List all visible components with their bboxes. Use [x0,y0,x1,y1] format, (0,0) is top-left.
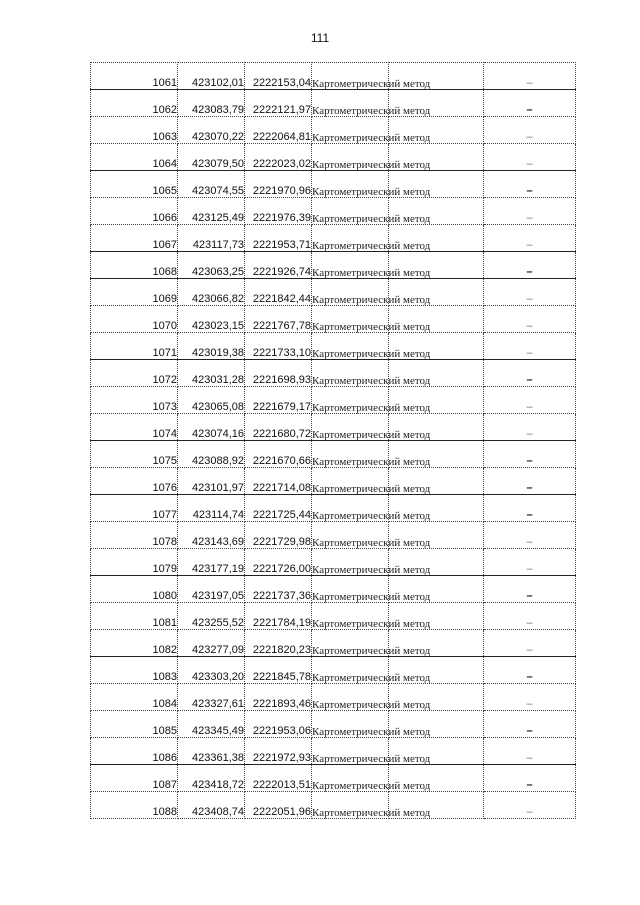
x-coordinate-cell: 423177,19 [178,549,245,576]
x-coordinate-cell: 423361,38 [178,738,245,765]
accuracy-cell: – [484,576,576,603]
accuracy-cell: – [484,495,576,522]
x-coordinate-cell: 423255,52 [178,603,245,630]
x-coordinate-cell: 423197,05 [178,576,245,603]
accuracy-cell: – [484,306,576,333]
accuracy-cell: – [484,738,576,765]
y-coordinate-cell: 2221679,17 [245,387,312,414]
y-coordinate-cell: 2221726,00 [245,549,312,576]
y-coordinate-cell: 2221926,74 [245,252,312,279]
accuracy-cell: – [484,468,576,495]
y-coordinate-cell: 2222013,51 [245,765,312,792]
y-coordinate-cell: 2221725,44 [245,495,312,522]
point-number-cell: 1062 [91,90,178,117]
point-number-cell: 1068 [91,252,178,279]
method-cell: Картометрический метод [312,306,389,333]
table-row [91,792,576,819]
accuracy-cell: – [484,144,576,171]
method-cell: Картометрический метод [312,576,389,603]
coordinates-table [90,62,576,819]
point-number-cell: 1061 [91,63,178,90]
coordinates-table-body [91,63,576,819]
x-coordinate-cell: 423303,20 [178,657,245,684]
accuracy-cell: – [484,792,576,819]
method-cell: Картометрический метод [312,171,389,198]
table-row [91,738,576,765]
accuracy-cell: – [484,522,576,549]
accuracy-cell: – [484,549,576,576]
x-coordinate-cell: 423066,82 [178,279,245,306]
point-number-cell: 1065 [91,171,178,198]
y-coordinate-cell: 2221784,19 [245,603,312,630]
y-coordinate-cell: 2222121,97 [245,90,312,117]
y-coordinate-cell: 2221737,36 [245,576,312,603]
method-cell: Картометрический метод [312,468,389,495]
table-row [91,441,576,468]
table-row [91,657,576,684]
accuracy-cell: – [484,333,576,360]
table-row [91,684,576,711]
method-cell: Картометрический метод [312,549,389,576]
table-row [91,765,576,792]
y-coordinate-cell: 2222153,04 [245,63,312,90]
accuracy-cell: – [484,603,576,630]
table-row [91,522,576,549]
method-cell: Картометрический метод [312,252,389,279]
point-number-cell: 1071 [91,333,178,360]
table-row [91,630,576,657]
table-row [91,171,576,198]
accuracy-cell: – [484,711,576,738]
method-cell: Картометрический метод [312,441,389,468]
x-coordinate-cell: 423345,49 [178,711,245,738]
accuracy-cell: – [484,252,576,279]
table-row [91,414,576,441]
method-cell: Картометрический метод [312,144,389,171]
accuracy-cell: – [484,684,576,711]
method-cell: Картометрический метод [312,630,389,657]
y-coordinate-cell: 2221976,39 [245,198,312,225]
y-coordinate-cell: 2222023,02 [245,144,312,171]
y-coordinate-cell: 2221680,72 [245,414,312,441]
method-cell: Картометрический метод [312,387,389,414]
y-coordinate-cell: 2221767,78 [245,306,312,333]
x-coordinate-cell: 423065,08 [178,387,245,414]
y-coordinate-cell: 2221714,08 [245,468,312,495]
point-number-cell: 1074 [91,414,178,441]
point-number-cell: 1079 [91,549,178,576]
accuracy-cell: – [484,117,576,144]
x-coordinate-cell: 423019,38 [178,333,245,360]
y-coordinate-cell: 2221970,96 [245,171,312,198]
x-coordinate-cell: 423079,50 [178,144,245,171]
method-cell: Картометрический метод [312,522,389,549]
x-coordinate-cell: 423074,16 [178,414,245,441]
y-coordinate-cell: 2221698,93 [245,360,312,387]
accuracy-cell: – [484,90,576,117]
x-coordinate-cell: 423418,72 [178,765,245,792]
x-coordinate-cell: 423083,79 [178,90,245,117]
method-cell: Картометрический метод [312,738,389,765]
table-row [91,279,576,306]
table-row [91,387,576,414]
x-coordinate-cell: 423277,09 [178,630,245,657]
table-row [91,63,576,90]
x-coordinate-cell: 423327,61 [178,684,245,711]
table-row [91,495,576,522]
method-cell: Картометрический метод [312,279,389,306]
method-cell: Картометрический метод [312,117,389,144]
accuracy-cell: – [484,657,576,684]
point-number-cell: 1082 [91,630,178,657]
point-number-cell: 1064 [91,144,178,171]
method-cell: Картометрический метод [312,765,389,792]
x-coordinate-cell: 423070,22 [178,117,245,144]
point-number-cell: 1070 [91,306,178,333]
table-row [91,711,576,738]
accuracy-cell: – [484,387,576,414]
page-number: 111 [310,31,330,45]
table-row [91,468,576,495]
y-coordinate-cell: 2222064,81 [245,117,312,144]
table-row [91,333,576,360]
accuracy-cell: – [484,198,576,225]
method-cell: Картометрический метод [312,711,389,738]
y-coordinate-cell: 2221893,46 [245,684,312,711]
x-coordinate-cell: 423101,97 [178,468,245,495]
y-coordinate-cell: 2221953,71 [245,225,312,252]
x-coordinate-cell: 423117,73 [178,225,245,252]
x-coordinate-cell: 423408,74 [178,792,245,819]
method-cell: Картометрический метод [312,90,389,117]
method-cell: Картометрический метод [312,684,389,711]
point-number-cell: 1088 [91,792,178,819]
x-coordinate-cell: 423031,28 [178,360,245,387]
point-number-cell: 1078 [91,522,178,549]
y-coordinate-cell: 2221733,10 [245,333,312,360]
method-cell: Картометрический метод [312,360,389,387]
x-coordinate-cell: 423074,55 [178,171,245,198]
method-cell: Картометрический метод [312,63,389,90]
point-number-cell: 1081 [91,603,178,630]
method-cell: Картометрический метод [312,414,389,441]
accuracy-cell: – [484,765,576,792]
accuracy-cell: – [484,63,576,90]
point-number-cell: 1069 [91,279,178,306]
method-cell: Картометрический метод [312,603,389,630]
y-coordinate-cell: 2221842,44 [245,279,312,306]
table-row [91,360,576,387]
method-cell: Картометрический метод [312,792,389,819]
x-coordinate-cell: 423143,69 [178,522,245,549]
table-row [91,252,576,279]
point-number-cell: 1066 [91,198,178,225]
point-number-cell: 1076 [91,468,178,495]
method-cell: Картометрический метод [312,333,389,360]
accuracy-cell: – [484,225,576,252]
table-row [91,225,576,252]
table-row [91,306,576,333]
x-coordinate-cell: 423023,15 [178,306,245,333]
point-number-cell: 1085 [91,711,178,738]
x-coordinate-cell: 423102,01 [178,63,245,90]
y-coordinate-cell: 2221729,98 [245,522,312,549]
x-coordinate-cell: 423125,49 [178,198,245,225]
table-row [91,90,576,117]
y-coordinate-cell: 2221972,93 [245,738,312,765]
x-coordinate-cell: 423088,92 [178,441,245,468]
y-coordinate-cell: 2221670,66 [245,441,312,468]
point-number-cell: 1087 [91,765,178,792]
accuracy-cell: – [484,441,576,468]
point-number-cell: 1086 [91,738,178,765]
table-row [91,198,576,225]
accuracy-cell: – [484,171,576,198]
method-cell: Картометрический метод [312,495,389,522]
table-row [91,117,576,144]
accuracy-cell: – [484,414,576,441]
table-row [91,603,576,630]
y-coordinate-cell: 2221820,23 [245,630,312,657]
table-row [91,576,576,603]
point-number-cell: 1063 [91,117,178,144]
point-number-cell: 1077 [91,495,178,522]
accuracy-cell: – [484,360,576,387]
y-coordinate-cell: 2221953,06 [245,711,312,738]
y-coordinate-cell: 2221845,78 [245,657,312,684]
point-number-cell: 1072 [91,360,178,387]
point-number-cell: 1080 [91,576,178,603]
method-cell: Картометрический метод [312,225,389,252]
table-row [91,549,576,576]
x-coordinate-cell: 423114,74 [178,495,245,522]
accuracy-cell: – [484,630,576,657]
point-number-cell: 1067 [91,225,178,252]
point-number-cell: 1075 [91,441,178,468]
point-number-cell: 1083 [91,657,178,684]
method-cell: Картометрический метод [312,198,389,225]
accuracy-cell: – [484,279,576,306]
point-number-cell: 1084 [91,684,178,711]
point-number-cell: 1073 [91,387,178,414]
x-coordinate-cell: 423063,25 [178,252,245,279]
y-coordinate-cell: 2222051,96 [245,792,312,819]
method-cell: Картометрический метод [312,657,389,684]
table-row [91,144,576,171]
